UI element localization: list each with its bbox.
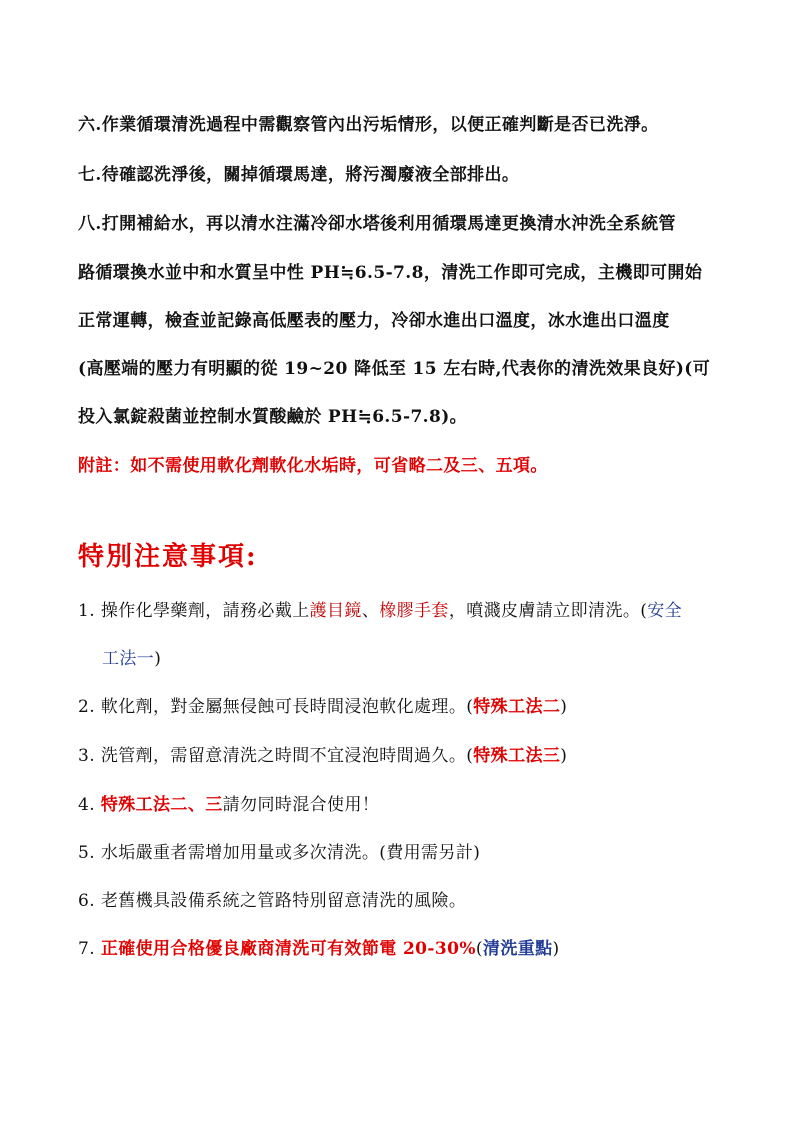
notice-item-1-safety: 安全 — [647, 601, 683, 621]
notice-item-1-prefix: 1. 操作化學藥劑，請務必戴上 — [78, 601, 310, 621]
notice-item-1-goggles: 護目鏡 — [309, 601, 362, 621]
note-line: 附註：如不需使用軟化劑軟化水垢時，可省略二及三、五項。 — [78, 456, 548, 476]
notice-item-1-gloves: 橡膠手套 — [379, 601, 449, 621]
notice-item-6: 6. 老舊機具設備系統之管路特別留意清洗的風險。 — [78, 891, 467, 911]
notice-item-1-method: 工法一 — [102, 649, 155, 669]
notice-item-7-open: ( — [475, 939, 483, 959]
notice-item-2-close: ) — [560, 697, 568, 717]
notice-item-3-method: 特殊工法三 — [473, 746, 561, 766]
notice-item-2-method: 特殊工法二 — [473, 697, 561, 717]
notice-item-5: 5. 水垢嚴重者需增加用量或多次清洗。(費用需另計) — [78, 843, 481, 863]
notice-item-1-cont — [102, 644, 161, 669]
notice-item-7-close: ) — [552, 939, 560, 959]
notice-item-4-rest: 請勿同時混合使用！ — [222, 795, 380, 815]
notice-item-7-num: 7. — [78, 939, 101, 959]
notice-item-7-saving: 正確使用合格優良廠商清洗可有效節電 20-30% — [100, 939, 476, 959]
notice-item-4-methods: 特殊工法二、三 — [100, 795, 223, 815]
section-eight-line-4: (高壓端的壓力有明顯的從 19~20 降低至 15 左右時,代表你的清洗效果良好)(可 — [78, 359, 711, 379]
notice-item-7 — [78, 934, 560, 959]
notices-heading: 特別注意事項: — [78, 542, 258, 572]
notice-item-4 — [78, 790, 379, 815]
notice-item-1-close: ) — [154, 649, 162, 669]
notice-item-2-prefix: 2. 軟化劑，對金屬無侵蝕可長時間浸泡軟化處理。( — [78, 697, 474, 717]
notice-item-1-mid: ，噴濺皮膚請立即清洗。( — [448, 601, 648, 621]
notice-item-7-key: 清洗重點 — [482, 939, 553, 959]
notice-item-3-prefix: 3. 洗管劑，需留意清洗之時間不宜浸泡時間過久。( — [78, 746, 474, 766]
notice-item-1-sep: 、 — [361, 601, 380, 621]
section-eight-line-3: 正常運轉，檢查並記錄高低壓表的壓力，冷卻水進出口溫度，冰水進出口溫度 — [78, 311, 670, 331]
section-seven: 七.待確認洗淨後，關掉循環馬達，將污濁廢液全部排出。 — [78, 165, 520, 185]
section-six: 六.作業循環清洗過程中需觀察管內出污垢情形，以便正確判斷是否已洗淨。 — [78, 115, 659, 135]
notice-item-3-close: ) — [560, 746, 568, 766]
section-eight-line-1: 八.打開補給水，再以清水注滿冷卻水塔後利用循環馬達更換清水沖洗全系統管 — [78, 214, 676, 234]
notice-item-3 — [78, 741, 567, 766]
section-eight-line-2: 路循環換水並中和水質呈中性 PH≒6.5-7.8，清洗工作即可完成，主機即可開始 — [78, 263, 703, 283]
notice-item-4-num: 4. — [78, 795, 101, 815]
notice-item-2 — [78, 692, 567, 717]
notice-item-1 — [78, 596, 682, 621]
section-eight-line-5: 投入氯錠殺菌並控制水質酸鹼於 PH≒6.5-7.8)。 — [78, 407, 468, 427]
